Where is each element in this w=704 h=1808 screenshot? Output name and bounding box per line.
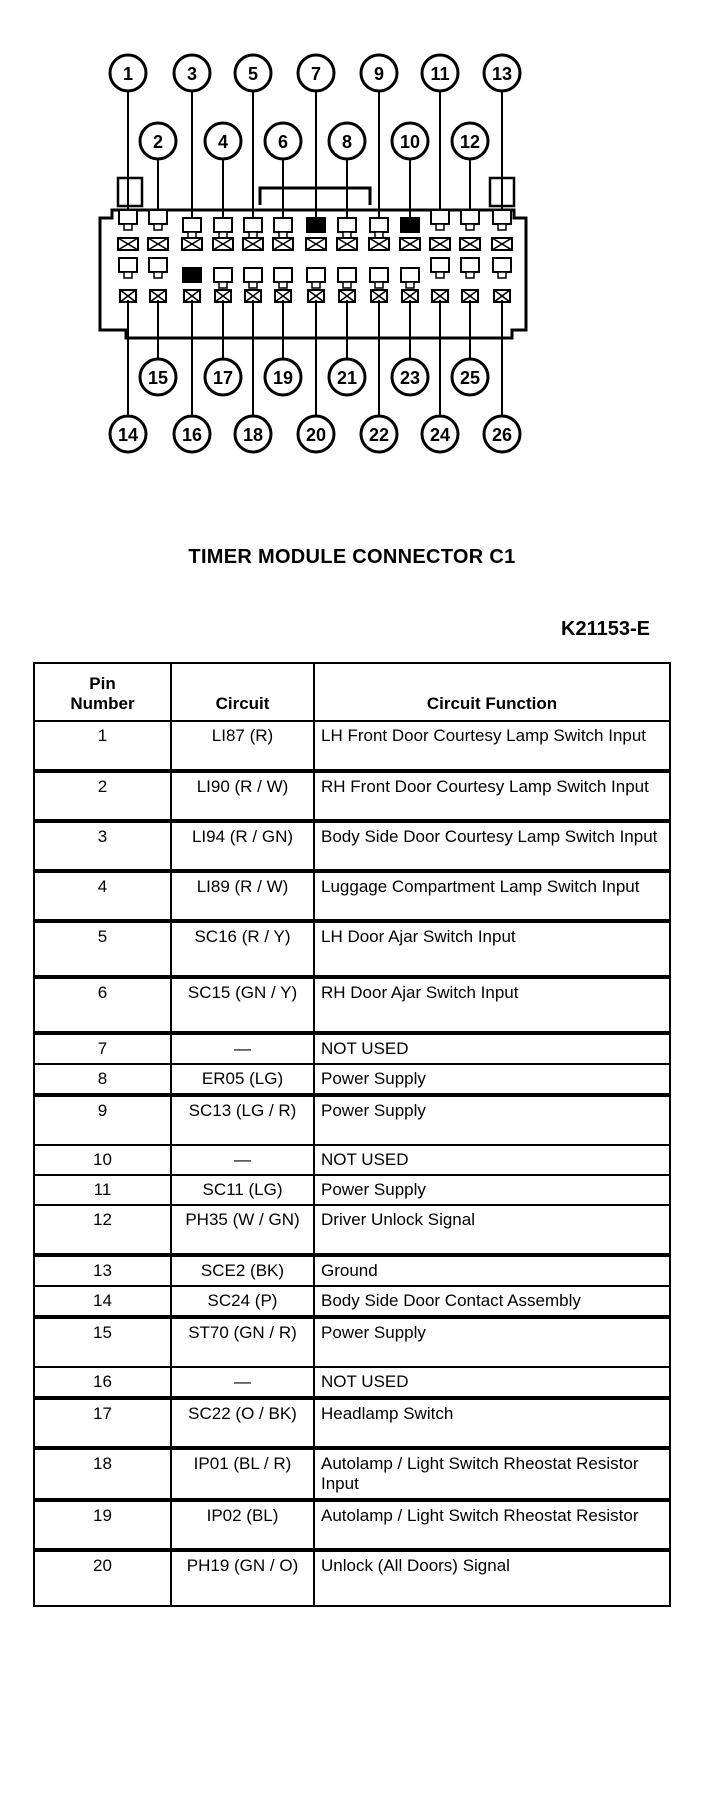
- terminal-tab-11: [436, 224, 444, 230]
- circuit-function-cell: NOT USED: [314, 1367, 670, 1398]
- callout-label-14: 14: [117, 425, 139, 445]
- table-row: [34, 1448, 670, 1500]
- circuit-function-cell: Headlamp Switch: [314, 1398, 670, 1448]
- circuit-function-cell: Autolamp / Light Switch Rheostat Resistor: [314, 1500, 670, 1550]
- terminal-pin-24: [431, 258, 449, 272]
- header-circuit: Circuit: [171, 663, 314, 721]
- table-row: [34, 1175, 670, 1205]
- callout-label-5: 5: [247, 64, 259, 84]
- circuit-cell: —: [171, 1033, 314, 1064]
- circuit-cell: SC11 (LG): [171, 1175, 314, 1205]
- terminal-tab-26: [498, 272, 506, 278]
- connector-diagram: [0, 0, 704, 540]
- circuit-cell: LI89 (R / W): [171, 871, 314, 921]
- pin-number-cell: 15: [34, 1317, 171, 1367]
- table-row: [34, 1317, 670, 1367]
- circuit-function-cell: Body Side Door Courtesy Lamp Switch Input: [314, 821, 670, 871]
- circuit-cell: LI94 (R / GN): [171, 821, 314, 871]
- callout-label-17: 17: [212, 368, 234, 388]
- terminal-pin-13: [493, 210, 511, 224]
- callout-label-8: 8: [341, 132, 353, 152]
- circuit-function-cell: Power Supply: [314, 1175, 670, 1205]
- table-row: [34, 1255, 670, 1286]
- circuit-cell: —: [171, 1367, 314, 1398]
- table-row: [34, 1064, 670, 1095]
- circuit-cell: IP01 (BL / R): [171, 1448, 314, 1500]
- circuit-function-cell: Power Supply: [314, 1095, 670, 1145]
- circuit-cell: SC22 (O / BK): [171, 1398, 314, 1448]
- pin-number-cell: 7: [34, 1033, 171, 1064]
- table-row: [34, 1145, 670, 1175]
- circuit-cell: SC15 (GN / Y): [171, 977, 314, 1033]
- circuit-function-cell: LH Front Door Courtesy Lamp Switch Input: [314, 721, 670, 771]
- terminal-pin-1: [119, 210, 137, 224]
- pin-number-cell: 1: [34, 721, 171, 771]
- terminal-pin-4: [214, 218, 232, 232]
- terminal-tab-21: [343, 282, 351, 288]
- terminal-tab-12: [466, 224, 474, 230]
- pin-number-cell: 19: [34, 1500, 171, 1550]
- callout-label-2: 2: [152, 132, 164, 152]
- terminal-tab-20: [312, 282, 320, 288]
- pin-number-cell: 4: [34, 871, 171, 921]
- circuit-cell: PH19 (GN / O): [171, 1550, 314, 1606]
- table-row: [34, 1500, 670, 1550]
- terminal-tab-14: [124, 272, 132, 278]
- circuit-function-cell: NOT USED: [314, 1145, 670, 1175]
- pin-number-cell: 16: [34, 1367, 171, 1398]
- terminal-tab-1: [124, 224, 132, 230]
- callout-label-6: 6: [277, 132, 289, 152]
- circuit-cell: SCE2 (BK): [171, 1255, 314, 1286]
- circuit-cell: ST70 (GN / R): [171, 1317, 314, 1367]
- pin-number-cell: 9: [34, 1095, 171, 1145]
- pin-number-cell: 12: [34, 1205, 171, 1255]
- header-pin-label: Pin Number: [70, 674, 135, 713]
- terminal-pin-26: [493, 258, 511, 272]
- pin-number-cell: 11: [34, 1175, 171, 1205]
- terminal-pin-8: [338, 218, 356, 232]
- callout-label-19: 19: [272, 368, 294, 388]
- table-row: [34, 1095, 670, 1145]
- circuit-cell: PH35 (W / GN): [171, 1205, 314, 1255]
- circuit-function-cell: Luggage Compartment Lamp Switch Input: [314, 871, 670, 921]
- terminal-pin-6: [274, 218, 292, 232]
- callout-label-18: 18: [242, 425, 264, 445]
- table-row: [34, 1033, 670, 1064]
- pin-table: [33, 662, 671, 1607]
- terminal-tab-13: [498, 224, 506, 230]
- circuit-cell: —: [171, 1145, 314, 1175]
- terminal-pin-19: [274, 268, 292, 282]
- terminal-pin-7: [307, 218, 325, 232]
- circuit-cell: SC16 (R / Y): [171, 921, 314, 977]
- callout-label-25: 25: [459, 368, 481, 388]
- terminal-pin-14: [119, 258, 137, 272]
- callout-label-24: 24: [429, 425, 451, 445]
- terminal-pin-25: [461, 258, 479, 272]
- callout-label-16: 16: [181, 425, 203, 445]
- terminal-pin-22: [370, 268, 388, 282]
- circuit-cell: LI87 (R): [171, 721, 314, 771]
- terminal-pin-20: [307, 268, 325, 282]
- callout-label-20: 20: [305, 425, 327, 445]
- callout-label-26: 26: [491, 425, 513, 445]
- terminal-tab-18: [249, 282, 257, 288]
- pin-number-cell: 6: [34, 977, 171, 1033]
- table-row: [34, 1398, 670, 1448]
- callout-label-4: 4: [217, 132, 229, 152]
- diagram-caption: TIMER MODULE CONNECTOR C1: [188, 546, 516, 568]
- pin-number-cell: 14: [34, 1286, 171, 1317]
- circuit-cell: IP02 (BL): [171, 1500, 314, 1550]
- terminal-pin-12: [461, 210, 479, 224]
- circuit-function-cell: RH Front Door Courtesy Lamp Switch Input: [314, 771, 670, 821]
- pin-number-cell: 20: [34, 1550, 171, 1606]
- housing-ear-left: [118, 178, 142, 206]
- callout-label-21: 21: [336, 368, 358, 388]
- header-pin-number: [34, 663, 171, 721]
- terminal-pin-18: [244, 268, 262, 282]
- circuit-cell: ER05 (LG): [171, 1064, 314, 1095]
- table-header-row: [34, 663, 670, 721]
- terminal-pin-11: [431, 210, 449, 224]
- table-row: [34, 771, 670, 821]
- terminal-tab-17: [219, 282, 227, 288]
- circuit-function-cell: Power Supply: [314, 1064, 670, 1095]
- circuit-function-cell: RH Door Ajar Switch Input: [314, 977, 670, 1033]
- circuit-cell: SC13 (LG / R): [171, 1095, 314, 1145]
- figure-id: K21153-E: [561, 618, 650, 640]
- circuit-function-cell: Power Supply: [314, 1317, 670, 1367]
- table-row: [34, 821, 670, 871]
- terminal-pin-10: [401, 218, 419, 232]
- table-row: [34, 1286, 670, 1317]
- circuit-function-cell: Autolamp / Light Switch Rheostat Resistor Input: [314, 1448, 670, 1500]
- circuit-cell: LI90 (R / W): [171, 771, 314, 821]
- pin-number-cell: 18: [34, 1448, 171, 1500]
- table-row: [34, 977, 670, 1033]
- table-row: [34, 1205, 670, 1255]
- terminal-pin-21: [338, 268, 356, 282]
- callout-label-9: 9: [373, 64, 385, 84]
- circuit-cell: SC24 (P): [171, 1286, 314, 1317]
- pin-number-cell: 13: [34, 1255, 171, 1286]
- callout-label-10: 10: [399, 132, 421, 152]
- table-row: [34, 721, 670, 771]
- pin-number-cell: 5: [34, 921, 171, 977]
- callout-label-7: 7: [310, 64, 322, 84]
- terminal-pin-17: [214, 268, 232, 282]
- circuit-function-cell: Driver Unlock Signal: [314, 1205, 670, 1255]
- terminal-pin-16: [183, 268, 201, 282]
- pin-number-cell: 8: [34, 1064, 171, 1095]
- circuit-function-cell: LH Door Ajar Switch Input: [314, 921, 670, 977]
- terminal-tab-25: [466, 272, 474, 278]
- terminal-tab-15: [154, 272, 162, 278]
- terminal-tab-22: [375, 282, 383, 288]
- pin-number-cell: 10: [34, 1145, 171, 1175]
- header-circuit-function: Circuit Function: [314, 663, 670, 721]
- terminal-pin-5: [244, 218, 262, 232]
- callout-label-12: 12: [459, 132, 481, 152]
- terminal-pin-3: [183, 218, 201, 232]
- terminal-pin-2: [149, 210, 167, 224]
- callout-label-1: 1: [122, 64, 134, 84]
- table-row: [34, 921, 670, 977]
- terminal-tab-23: [406, 282, 414, 288]
- circuit-function-cell: Body Side Door Contact Assembly: [314, 1286, 670, 1317]
- callout-label-13: 13: [491, 64, 513, 84]
- terminal-pin-15: [149, 258, 167, 272]
- callout-label-11: 11: [430, 64, 450, 84]
- pin-number-cell: 2: [34, 771, 171, 821]
- callout-label-3: 3: [186, 64, 198, 84]
- circuit-function-cell: NOT USED: [314, 1033, 670, 1064]
- terminal-tab-24: [436, 272, 444, 278]
- callout-label-15: 15: [147, 368, 169, 388]
- pin-number-cell: 3: [34, 821, 171, 871]
- terminal-tab-19: [279, 282, 287, 288]
- table-row: [34, 1367, 670, 1398]
- terminal-tab-2: [154, 224, 162, 230]
- pin-number-cell: 17: [34, 1398, 171, 1448]
- terminal-pin-23: [401, 268, 419, 282]
- circuit-function-cell: Unlock (All Doors) Signal: [314, 1550, 670, 1606]
- callout-label-23: 23: [399, 368, 421, 388]
- table-row: [34, 1550, 670, 1606]
- circuit-function-cell: Ground: [314, 1255, 670, 1286]
- table-row: [34, 871, 670, 921]
- callout-label-22: 22: [368, 425, 390, 445]
- terminal-pin-9: [370, 218, 388, 232]
